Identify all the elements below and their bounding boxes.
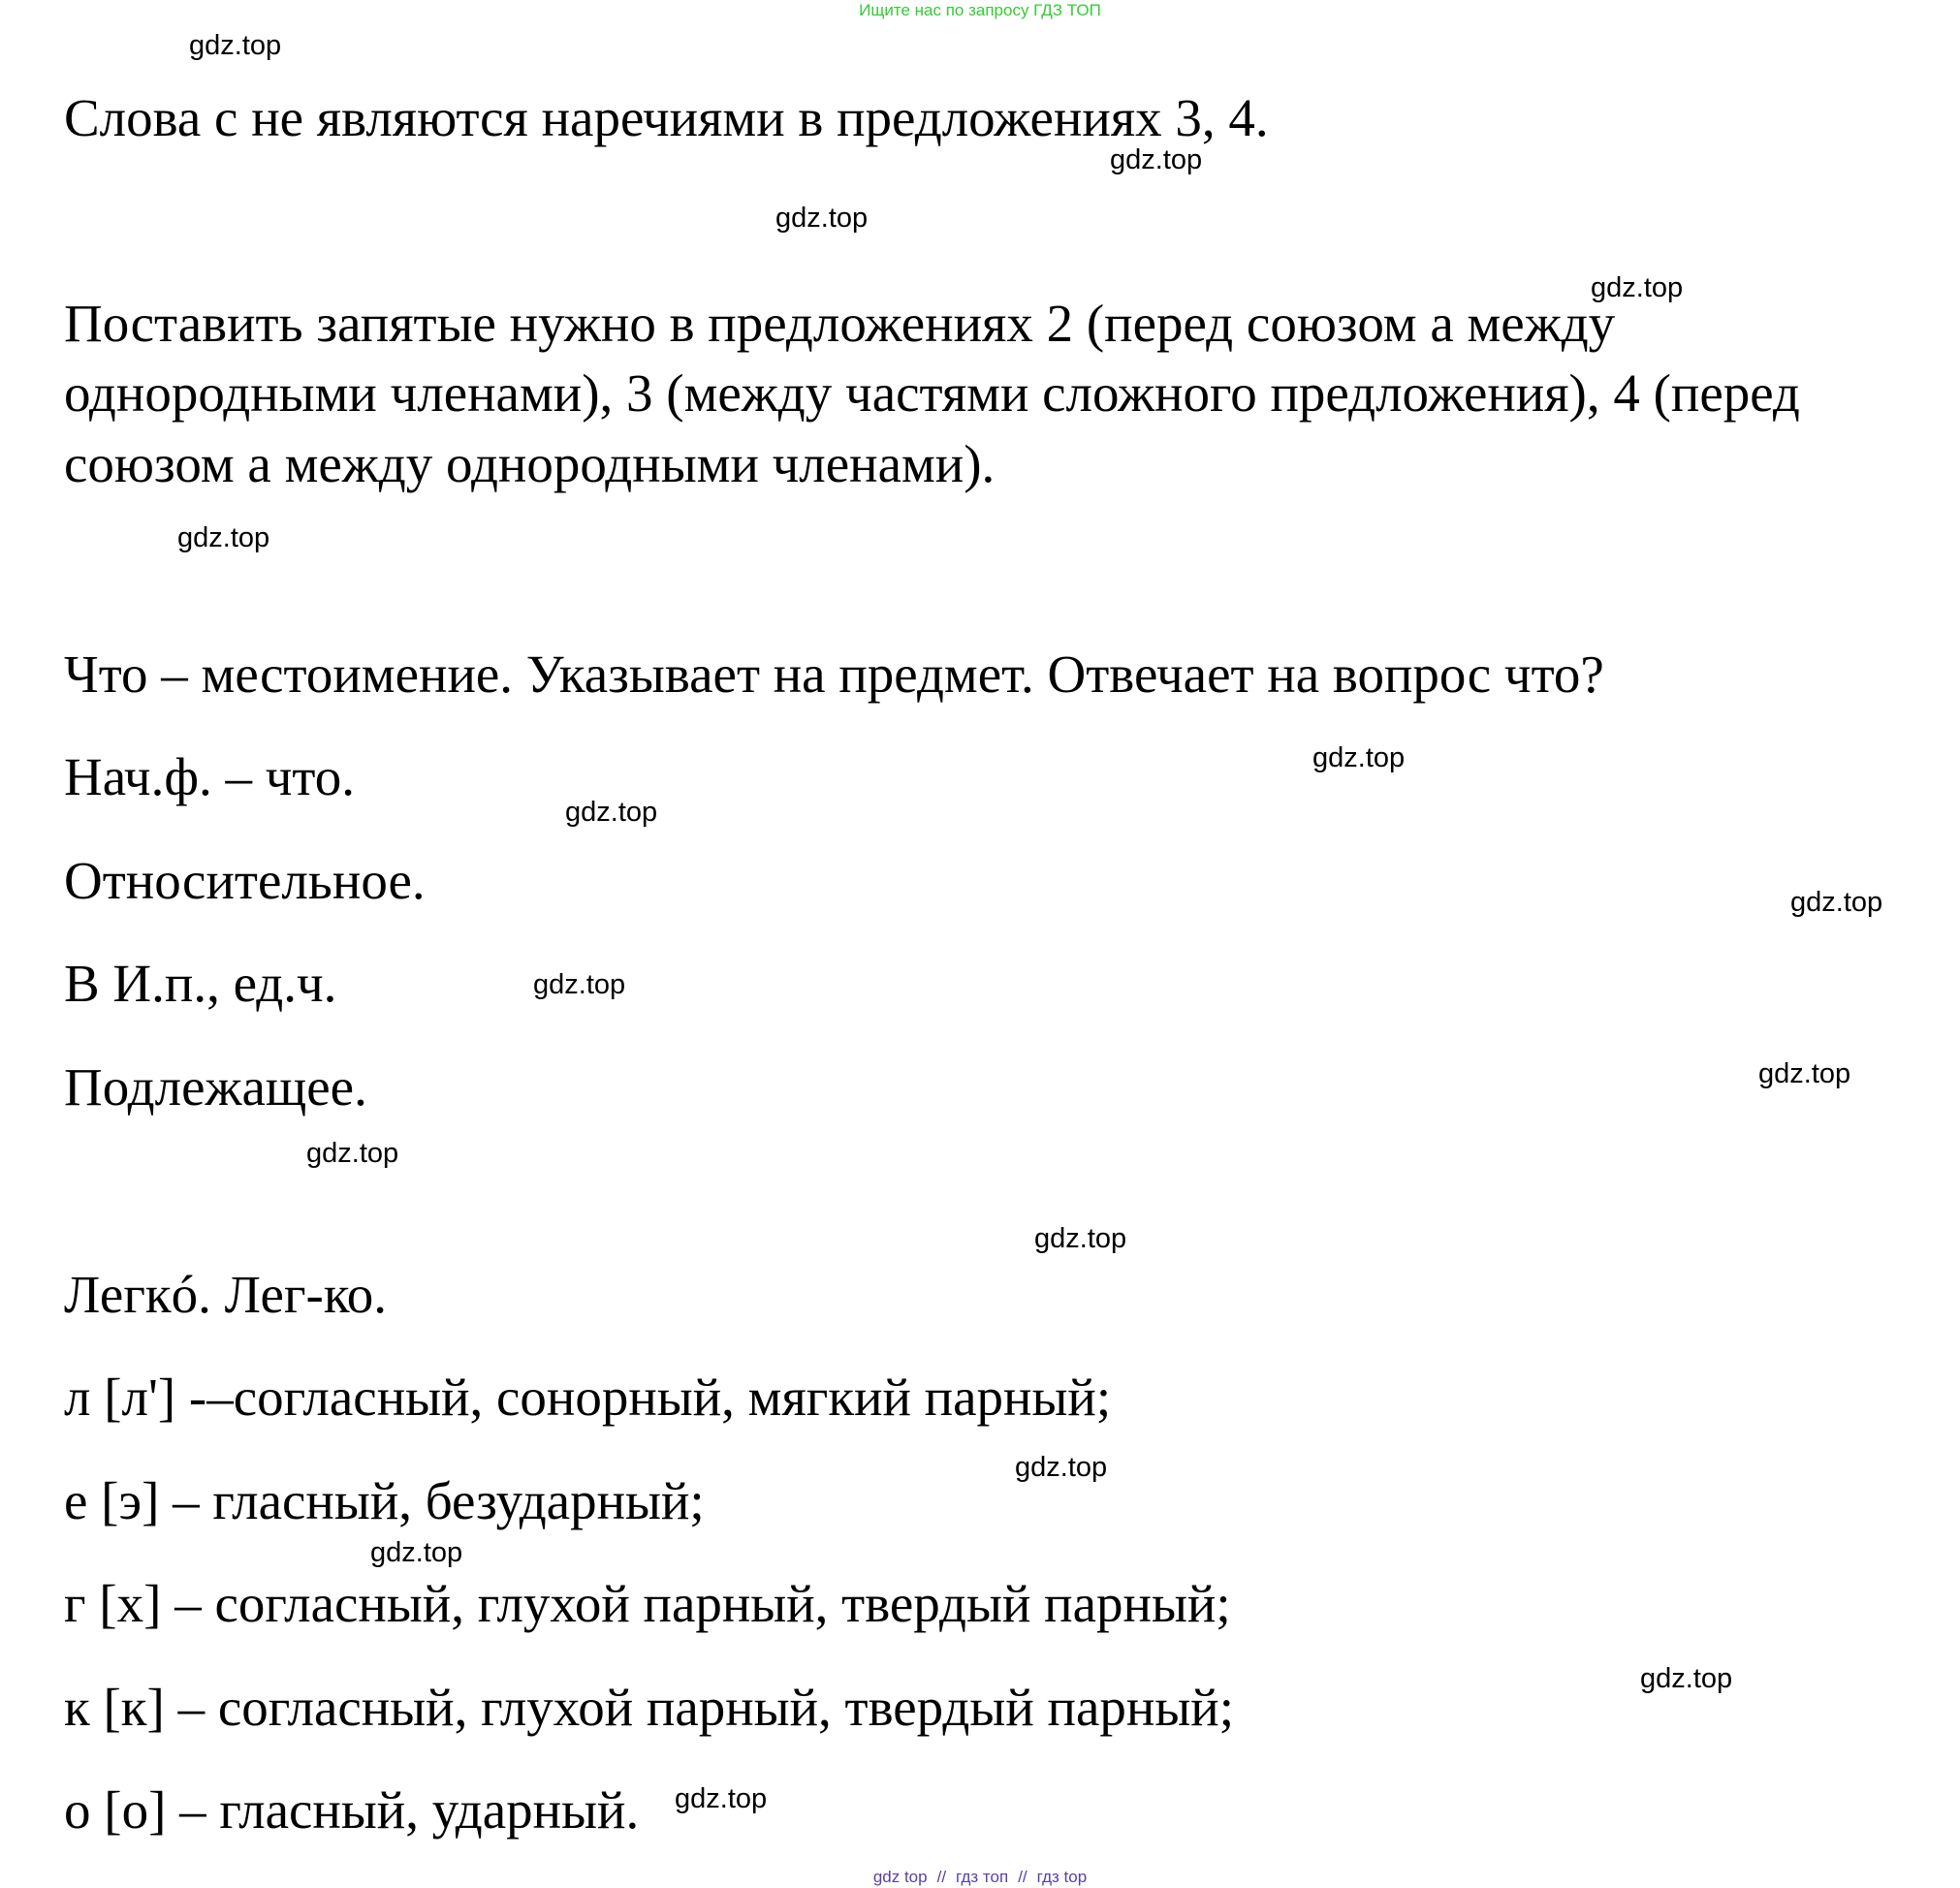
footer: [0, 1867, 1960, 1888]
watermark: gdz.top: [1640, 1663, 1733, 1694]
paragraph-case-number: В И.п., ед.ч.: [64, 954, 337, 1013]
watermark: gdz.top: [1015, 1452, 1108, 1483]
footer-link-gdz-top[interactable]: gdz top: [872, 1868, 928, 1886]
watermark: gdz.top: [675, 1783, 768, 1814]
footer-link-gdz-top-mixed[interactable]: гдз top: [1036, 1868, 1088, 1886]
paragraph-commas-line-2: однородными членами), 3 (между частями сложного предложения), 4 (перед: [64, 363, 1800, 423]
phonetic-line-l: л [л'] -–согласный, сонорный, мягкий парный;: [64, 1368, 1112, 1427]
paragraph-word-syllables: Легкó. Лег-ко.: [64, 1265, 388, 1324]
paragraph-adverbs: Слова с не являются наречиями в предложениях 3, 4.: [64, 88, 1269, 147]
paragraph-commas-line-1: Поставить запятые нужно в предложениях 2 (перед союзом а между: [64, 294, 1616, 353]
paragraph-initial-form: Нач.ф. – что.: [64, 747, 355, 806]
watermark: gdz.top: [1110, 144, 1203, 175]
watermark: gdz.top: [533, 969, 626, 1000]
watermark: gdz.top: [775, 203, 869, 234]
phonetic-line-g: г [х] – согласный, глухой парный, твердый парный;: [64, 1574, 1231, 1633]
watermark: gdz.top: [565, 797, 658, 828]
footer-link-gdz-top-ru[interactable]: гдз топ: [956, 1868, 1009, 1886]
watermark: gdz.top: [370, 1537, 463, 1568]
watermark: gdz.top: [177, 522, 270, 553]
watermark: gdz.top: [1034, 1223, 1127, 1254]
watermark: gdz.top: [1758, 1058, 1851, 1089]
phonetic-line-k: к [к] – согласный, глухой парный, твердый парный;: [64, 1678, 1234, 1737]
top-banner[interactable]: Ищите нас по запросу ГДЗ ТОП: [859, 1, 1101, 19]
watermark: gdz.top: [1312, 742, 1406, 773]
paragraph-syntax-role: Подлежащее.: [64, 1057, 367, 1117]
paragraph-commas-line-3: союзом а между однородными членами).: [64, 434, 996, 493]
footer-separator: //: [1018, 1868, 1027, 1886]
watermark: gdz.top: [1790, 887, 1883, 918]
watermark: gdz.top: [1591, 272, 1684, 303]
phonetic-line-o: о [о] – гласный, ударный.: [64, 1780, 640, 1840]
paragraph-category: Относительное.: [64, 851, 426, 910]
phonetic-line-e: е [э] – гласный, безударный;: [64, 1471, 705, 1530]
watermark: gdz.top: [189, 30, 282, 61]
footer-separator: //: [936, 1868, 947, 1886]
watermark: gdz.top: [306, 1138, 399, 1169]
paragraph-pronoun: Что – местоимение. Указывает на предмет. Отвечает на вопрос что?: [64, 645, 1604, 704]
